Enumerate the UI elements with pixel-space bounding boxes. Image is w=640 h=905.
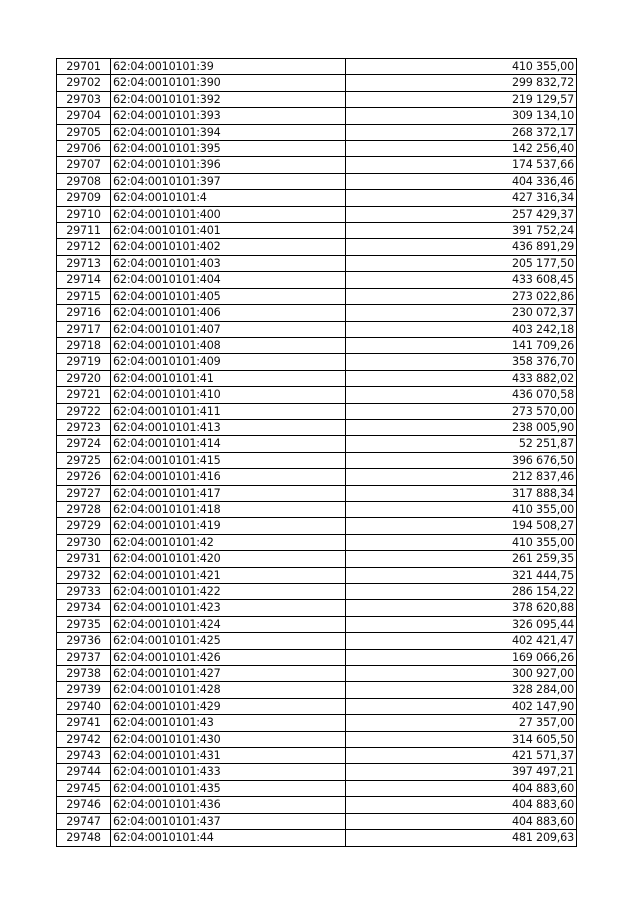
row-number-cell: 29720 [57, 370, 111, 386]
table-row [57, 666, 577, 682]
cadastral-number-cell: 62:04:0010101:403 [111, 255, 346, 271]
table-row [57, 272, 577, 288]
table-row [57, 534, 577, 550]
table-row [57, 173, 577, 189]
cadastral-value-cell: 300 927,00 [346, 666, 577, 682]
cadastral-number-cell: 62:04:0010101:435 [111, 780, 346, 796]
row-number-cell: 29721 [57, 387, 111, 403]
cadastral-value-cell: 410 355,00 [346, 59, 577, 75]
table-row [57, 698, 577, 714]
cadastral-value-cell: 410 355,00 [346, 501, 577, 517]
row-number-cell: 29737 [57, 649, 111, 665]
row-number-cell: 29726 [57, 469, 111, 485]
table-row [57, 59, 577, 75]
cadastral-value-cell: 174 537,66 [346, 157, 577, 173]
document-sheet [56, 58, 577, 847]
cadastral-number-cell: 62:04:0010101:416 [111, 469, 346, 485]
row-number-cell: 29710 [57, 206, 111, 222]
row-number-cell: 29701 [57, 59, 111, 75]
row-number-cell: 29724 [57, 436, 111, 452]
cadastral-number-cell: 62:04:0010101:401 [111, 223, 346, 239]
table-row [57, 354, 577, 370]
table-row [57, 649, 577, 665]
cadastral-number-cell: 62:04:0010101:402 [111, 239, 346, 255]
cadastral-value-cell: 205 177,50 [346, 255, 577, 271]
table-row [57, 584, 577, 600]
row-number-cell: 29732 [57, 567, 111, 583]
cadastral-value-cell: 286 154,22 [346, 584, 577, 600]
cadastral-value-cell: 194 508,27 [346, 518, 577, 534]
table-row [57, 633, 577, 649]
table-row [57, 551, 577, 567]
table-row [57, 190, 577, 206]
cadastral-number-cell: 62:04:0010101:39 [111, 59, 346, 75]
cadastral-value-cell: 238 005,90 [346, 419, 577, 435]
cadastral-value-cell: 404 883,60 [346, 797, 577, 813]
row-number-cell: 29747 [57, 813, 111, 829]
table-row [57, 255, 577, 271]
row-number-cell: 29703 [57, 91, 111, 107]
table-row [57, 387, 577, 403]
table-row [57, 715, 577, 731]
cadastral-value-cell: 404 336,46 [346, 173, 577, 189]
table-row [57, 567, 577, 583]
cadastral-value-cell: 273 022,86 [346, 288, 577, 304]
cadastral-value-cell: 427 316,34 [346, 190, 577, 206]
cadastral-number-cell: 62:04:0010101:413 [111, 419, 346, 435]
cadastral-value-cell: 261 259,35 [346, 551, 577, 567]
row-number-cell: 29739 [57, 682, 111, 698]
cadastral-number-cell: 62:04:0010101:41 [111, 370, 346, 386]
cadastral-value-cell: 257 429,37 [346, 206, 577, 222]
cadastral-value-cell: 273 570,00 [346, 403, 577, 419]
cadastral-value-cell: 321 444,75 [346, 567, 577, 583]
table-row [57, 124, 577, 140]
cadastral-number-cell: 62:04:0010101:427 [111, 666, 346, 682]
table-row [57, 518, 577, 534]
cadastral-number-cell: 62:04:0010101:414 [111, 436, 346, 452]
cadastral-number-cell: 62:04:0010101:431 [111, 748, 346, 764]
cadastral-value-cell: 421 571,37 [346, 748, 577, 764]
cadastral-number-cell: 62:04:0010101:393 [111, 108, 346, 124]
cadastral-number-cell: 62:04:0010101:415 [111, 452, 346, 468]
table-row [57, 403, 577, 419]
cadastral-number-cell: 62:04:0010101:43 [111, 715, 346, 731]
cadastral-value-cell: 404 883,60 [346, 813, 577, 829]
table-row [57, 830, 577, 846]
cadastral-value-cell: 230 072,37 [346, 305, 577, 321]
cadastral-number-cell: 62:04:0010101:419 [111, 518, 346, 534]
cadastral-value-cell: 358 376,70 [346, 354, 577, 370]
table-row [57, 469, 577, 485]
cadastral-value-cell: 404 883,60 [346, 780, 577, 796]
table-row [57, 75, 577, 91]
row-number-cell: 29727 [57, 485, 111, 501]
cadastral-value-cell: 433 882,02 [346, 370, 577, 386]
cadastral-value-cell: 402 147,90 [346, 698, 577, 714]
cadastral-value-table [56, 58, 577, 847]
cadastral-number-cell: 62:04:0010101:433 [111, 764, 346, 780]
row-number-cell: 29736 [57, 633, 111, 649]
row-number-cell: 29745 [57, 780, 111, 796]
row-number-cell: 29723 [57, 419, 111, 435]
table-row [57, 337, 577, 353]
cadastral-number-cell: 62:04:0010101:396 [111, 157, 346, 173]
cadastral-value-cell: 402 421,47 [346, 633, 577, 649]
table-row [57, 436, 577, 452]
cadastral-number-cell: 62:04:0010101:405 [111, 288, 346, 304]
cadastral-value-cell: 436 891,29 [346, 239, 577, 255]
row-number-cell: 29719 [57, 354, 111, 370]
cadastral-number-cell: 62:04:0010101:406 [111, 305, 346, 321]
table-row [57, 813, 577, 829]
cadastral-value-cell: 481 209,63 [346, 830, 577, 846]
table-row [57, 731, 577, 747]
table-row [57, 682, 577, 698]
table-row [57, 600, 577, 616]
row-number-cell: 29734 [57, 600, 111, 616]
row-number-cell: 29731 [57, 551, 111, 567]
cadastral-number-cell: 62:04:0010101:4 [111, 190, 346, 206]
cadastral-number-cell: 62:04:0010101:397 [111, 173, 346, 189]
cadastral-number-cell: 62:04:0010101:430 [111, 731, 346, 747]
row-number-cell: 29738 [57, 666, 111, 682]
cadastral-number-cell: 62:04:0010101:400 [111, 206, 346, 222]
cadastral-number-cell: 62:04:0010101:44 [111, 830, 346, 846]
cadastral-number-cell: 62:04:0010101:436 [111, 797, 346, 813]
table-row [57, 239, 577, 255]
cadastral-value-cell: 403 242,18 [346, 321, 577, 337]
row-number-cell: 29730 [57, 534, 111, 550]
table-row [57, 370, 577, 386]
cadastral-value-cell: 378 620,88 [346, 600, 577, 616]
row-number-cell: 29717 [57, 321, 111, 337]
row-number-cell: 29722 [57, 403, 111, 419]
cadastral-number-cell: 62:04:0010101:422 [111, 584, 346, 600]
table-row [57, 157, 577, 173]
row-number-cell: 29705 [57, 124, 111, 140]
row-number-cell: 29704 [57, 108, 111, 124]
row-number-cell: 29740 [57, 698, 111, 714]
table-row [57, 501, 577, 517]
cadastral-value-cell: 433 608,45 [346, 272, 577, 288]
cadastral-value-cell: 212 837,46 [346, 469, 577, 485]
cadastral-number-cell: 62:04:0010101:42 [111, 534, 346, 550]
row-number-cell: 29741 [57, 715, 111, 731]
cadastral-number-cell: 62:04:0010101:424 [111, 616, 346, 632]
cadastral-value-cell: 268 372,17 [346, 124, 577, 140]
table-row [57, 288, 577, 304]
cadastral-number-cell: 62:04:0010101:411 [111, 403, 346, 419]
row-number-cell: 29702 [57, 75, 111, 91]
cadastral-value-cell: 326 095,44 [346, 616, 577, 632]
table-body [57, 59, 577, 847]
cadastral-value-cell: 314 605,50 [346, 731, 577, 747]
row-number-cell: 29711 [57, 223, 111, 239]
table-row [57, 91, 577, 107]
row-number-cell: 29725 [57, 452, 111, 468]
row-number-cell: 29709 [57, 190, 111, 206]
cadastral-number-cell: 62:04:0010101:392 [111, 91, 346, 107]
row-number-cell: 29716 [57, 305, 111, 321]
table-row [57, 108, 577, 124]
row-number-cell: 29712 [57, 239, 111, 255]
row-number-cell: 29735 [57, 616, 111, 632]
row-number-cell: 29742 [57, 731, 111, 747]
row-number-cell: 29728 [57, 501, 111, 517]
cadastral-value-cell: 317 888,34 [346, 485, 577, 501]
table-row [57, 321, 577, 337]
table-row [57, 305, 577, 321]
cadastral-value-cell: 397 497,21 [346, 764, 577, 780]
row-number-cell: 29708 [57, 173, 111, 189]
table-row [57, 452, 577, 468]
cadastral-number-cell: 62:04:0010101:390 [111, 75, 346, 91]
row-number-cell: 29746 [57, 797, 111, 813]
cadastral-number-cell: 62:04:0010101:395 [111, 141, 346, 157]
cadastral-number-cell: 62:04:0010101:417 [111, 485, 346, 501]
row-number-cell: 29729 [57, 518, 111, 534]
cadastral-number-cell: 62:04:0010101:429 [111, 698, 346, 714]
cadastral-value-cell: 219 129,57 [346, 91, 577, 107]
cadastral-number-cell: 62:04:0010101:418 [111, 501, 346, 517]
table-row [57, 419, 577, 435]
cadastral-number-cell: 62:04:0010101:425 [111, 633, 346, 649]
cadastral-number-cell: 62:04:0010101:420 [111, 551, 346, 567]
row-number-cell: 29713 [57, 255, 111, 271]
row-number-cell: 29715 [57, 288, 111, 304]
row-number-cell: 29733 [57, 584, 111, 600]
cadastral-number-cell: 62:04:0010101:426 [111, 649, 346, 665]
row-number-cell: 29707 [57, 157, 111, 173]
row-number-cell: 29743 [57, 748, 111, 764]
cadastral-number-cell: 62:04:0010101:407 [111, 321, 346, 337]
table-row [57, 223, 577, 239]
row-number-cell: 29718 [57, 337, 111, 353]
cadastral-value-cell: 142 256,40 [346, 141, 577, 157]
cadastral-value-cell: 299 832,72 [346, 75, 577, 91]
cadastral-number-cell: 62:04:0010101:410 [111, 387, 346, 403]
cadastral-number-cell: 62:04:0010101:421 [111, 567, 346, 583]
table-row [57, 141, 577, 157]
table-row [57, 485, 577, 501]
cadastral-value-cell: 436 070,58 [346, 387, 577, 403]
cadastral-value-cell: 52 251,87 [346, 436, 577, 452]
cadastral-number-cell: 62:04:0010101:408 [111, 337, 346, 353]
table-row [57, 616, 577, 632]
table-row [57, 206, 577, 222]
row-number-cell: 29744 [57, 764, 111, 780]
table-row [57, 748, 577, 764]
cadastral-value-cell: 410 355,00 [346, 534, 577, 550]
cadastral-number-cell: 62:04:0010101:394 [111, 124, 346, 140]
table-row [57, 764, 577, 780]
table-row [57, 780, 577, 796]
row-number-cell: 29714 [57, 272, 111, 288]
cadastral-value-cell: 169 066,26 [346, 649, 577, 665]
cadastral-value-cell: 27 357,00 [346, 715, 577, 731]
table-row [57, 797, 577, 813]
cadastral-number-cell: 62:04:0010101:423 [111, 600, 346, 616]
row-number-cell: 29748 [57, 830, 111, 846]
cadastral-number-cell: 62:04:0010101:404 [111, 272, 346, 288]
cadastral-number-cell: 62:04:0010101:409 [111, 354, 346, 370]
cadastral-value-cell: 141 709,26 [346, 337, 577, 353]
cadastral-value-cell: 328 284,00 [346, 682, 577, 698]
cadastral-number-cell: 62:04:0010101:437 [111, 813, 346, 829]
cadastral-value-cell: 309 134,10 [346, 108, 577, 124]
row-number-cell: 29706 [57, 141, 111, 157]
cadastral-value-cell: 391 752,24 [346, 223, 577, 239]
cadastral-value-cell: 396 676,50 [346, 452, 577, 468]
cadastral-number-cell: 62:04:0010101:428 [111, 682, 346, 698]
